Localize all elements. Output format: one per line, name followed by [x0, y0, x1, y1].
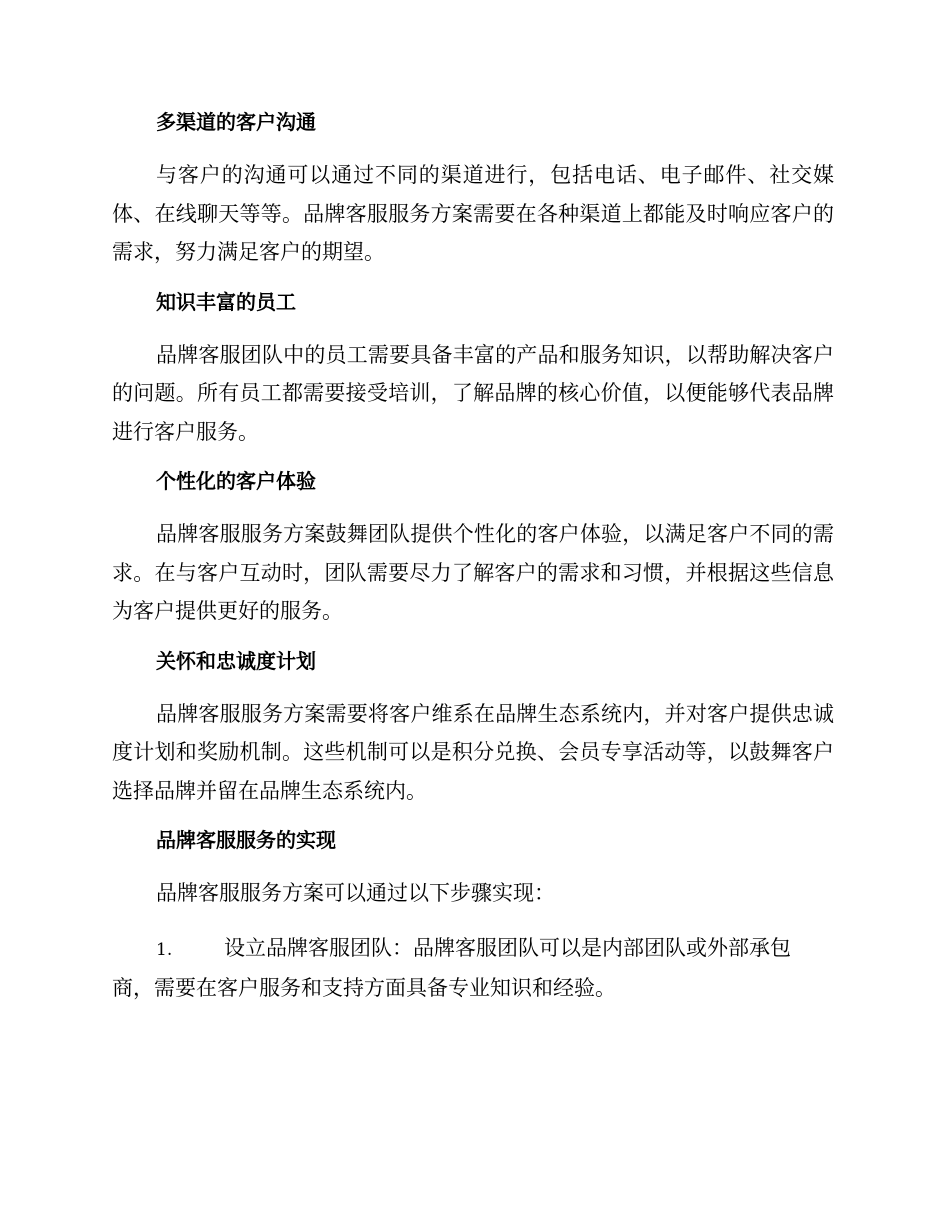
section-paragraph	[112, 874, 834, 913]
paragraph-line: 户的问题。所有员工都需要接受培训，了解品牌的核心价值，以便能够代表	[112, 342, 834, 405]
numbered-list-item	[112, 929, 834, 1008]
section-multichannel	[112, 108, 834, 288]
paragraph-line: 信息为客户提供更好的服务。	[112, 560, 835, 623]
section-paragraph	[112, 336, 834, 452]
paragraph-line: 品牌客服服务方案需要将客户维系在品牌生态系统内，并对客户提供忠	[156, 701, 813, 726]
section-personalized-experience	[112, 467, 834, 647]
paragraph-line: 品牌客服服务方案鼓舞团队提供个性化的客户体验，以满足客户不同的	[156, 522, 813, 546]
document-body	[112, 108, 834, 1008]
section-paragraph	[112, 156, 834, 272]
list-text-line: 商，需要在客户服务和支持方面具备专业知识和经验。	[112, 976, 616, 1000]
paragraph-line: 品牌客服团队中的员工需要具备丰富的产品和服务知识，以帮助解决客	[156, 342, 813, 367]
section-knowledgeable-staff	[112, 288, 834, 468]
paragraph-line: 品牌客服服务方案可以通过以下步骤实现：	[156, 881, 555, 905]
paragraph-line: 的需求，努力满足客户的期望。	[112, 201, 834, 264]
section-heading: 个性化的客户体验	[156, 469, 316, 493]
section-heading: 知识丰富的员工	[156, 289, 296, 314]
section-heading: 关怀和忠诚度计划	[156, 648, 316, 673]
list-text-line: 设立品牌客服团队：品牌客服团队可以是内部团队或外部承包	[224, 935, 791, 960]
section-heading: 多渠道的客户沟通	[156, 110, 316, 134]
paragraph-line: 体、在线聊天等等。品牌客服服务方案需要在各种渠道上都能及时响应客户	[112, 201, 813, 226]
paragraph-line: 需求。在与客户互动时，团队需要尽力了解客户的需求和习惯，并根据这些	[112, 522, 834, 585]
paragraph-line: 诚度计划和奖励机制。这些机制可以是积分兑换、会员专享活动等，以鼓舞	[112, 701, 834, 764]
section-heading: 品牌客服服务的实现	[156, 828, 336, 852]
paragraph-line: 客户选择品牌并留在品牌生态系统内。	[112, 740, 835, 803]
section-paragraph	[112, 515, 834, 631]
paragraph-line: 品牌进行客户服务。	[112, 381, 835, 444]
section-loyalty-program	[112, 647, 834, 827]
section-implementation	[112, 826, 834, 929]
list-number: 1.	[156, 939, 173, 960]
section-paragraph	[112, 695, 834, 811]
paragraph-line: 与客户的沟通可以通过不同的渠道进行，包括电话、电子邮件、社交媒	[156, 163, 834, 187]
